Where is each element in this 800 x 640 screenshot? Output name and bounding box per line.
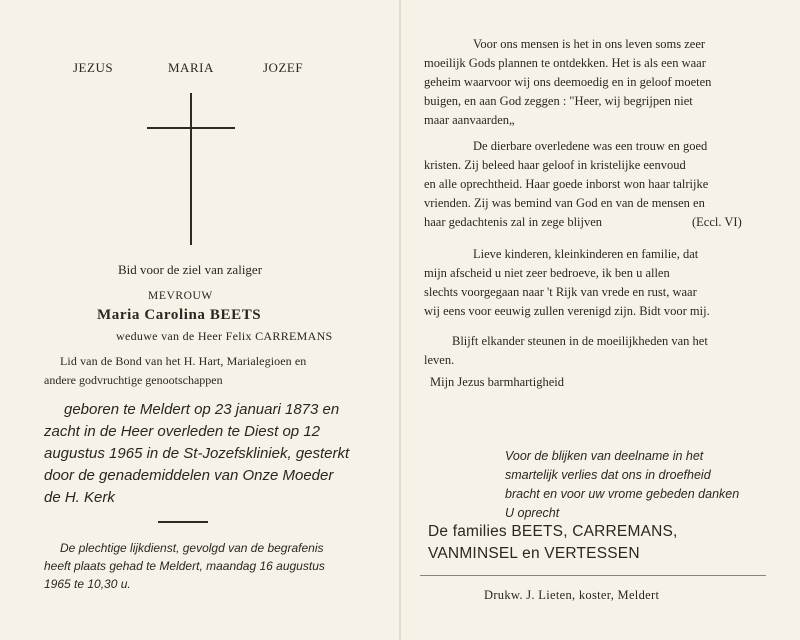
funeral-line-1: De plechtige lijkdienst, gevolgd van de begrafenis	[60, 541, 324, 555]
para3-line-4: wij eens voor eeuwig zullen verenigd zijn. Bidt voor mij.	[424, 304, 710, 318]
birth-line-4: door de genademiddelen van Onze Moeder	[44, 467, 334, 484]
header-jozef: JOZEF	[263, 60, 304, 75]
membership-line-1: Lid van de Bond van het H. Hart, Marialegioen en	[60, 354, 307, 368]
deceased-name: Maria Carolina BEETS	[97, 307, 262, 323]
printer-credit: Drukw. J. Lieten, koster, Meldert	[484, 588, 660, 602]
para3-line-3: slechts voorgegaan naar 't Rijk van vrede en rust, waar	[424, 285, 697, 299]
para1-line-2: moeilijk Gods plannen te ontdekken. Het is als een waar	[424, 56, 706, 70]
title-prefix: MEVROUW	[148, 290, 213, 302]
birth-line-1: geboren te Meldert op 23 januari 1873 en	[64, 401, 340, 418]
prayer-line: Mijn Jezus barmhartigheid	[430, 375, 564, 389]
families-line-1: De families BEETS, CARREMANS,	[428, 523, 678, 540]
membership-line-2: andere godvruchtige genootschappen	[44, 373, 223, 387]
thanks-line-3: bracht en voor uw vrome gebeden danken	[505, 487, 740, 501]
divider	[158, 521, 208, 523]
para3-line-2: mijn afscheid u niet zeer bedroeve, ik ben u allen	[424, 266, 670, 280]
para2-line-1: De dierbare overledene was een trouw en goed	[473, 139, 708, 153]
para4-line-1: Blijft elkander steunen in de moeilijkheden van het	[452, 334, 708, 348]
para1-line-3: geheim waarvoor wij ons deemoedig en in geloof moeten	[424, 75, 712, 89]
cross-icon-horizontal	[147, 127, 235, 129]
bottom-divider	[420, 575, 766, 576]
para1-line-4: buigen, en aan God zeggen : "Heer, wij begrijpen niet	[424, 94, 693, 108]
thanks-line-2: smartelijk verlies dat ons in droefheid	[505, 468, 711, 482]
para2-line-2: kristen. Zij beleed haar geloof in kristelijke eenvoud	[424, 158, 686, 172]
para2-line-3: en alle oprechtheid. Haar goede inborst won haar talrijke	[424, 177, 709, 191]
birth-line-2: zacht in de Heer overleden te Diest op 12	[44, 423, 320, 440]
birth-line-5: de H. Kerk	[44, 489, 115, 506]
intro-text: Bid voor de ziel van zaliger	[118, 262, 263, 277]
funeral-line-3: 1965 te 10,30 u.	[44, 577, 131, 591]
thanks-line-4: U oprecht	[505, 506, 560, 520]
para4-line-2: leven.	[424, 353, 455, 367]
para2-reference: (Eccl. VI)	[692, 215, 742, 229]
para2-line-4: vrienden. Zij was bemind van God en van de mensen en	[424, 196, 705, 210]
thanks-line-1: Voor de blijken van deelname in het	[505, 449, 704, 463]
para3-line-1: Lieve kinderen, kleinkinderen en familie, dat	[473, 247, 699, 261]
para1-line-5: maar aanvaarden„	[424, 113, 515, 127]
header-jezus: JEZUS	[73, 60, 114, 75]
para2-line-5: haar gedachtenis zal in zege blijven	[424, 215, 603, 229]
funeral-line-2: heeft plaats gehad te Meldert, maandag 16 augustus	[44, 559, 325, 573]
para1-line-1: Voor ons mensen is het in ons leven soms zeer	[473, 37, 706, 51]
header-maria: MARIA	[168, 60, 214, 75]
widow-of: weduwe van de Heer Felix CARREMANS	[116, 329, 333, 343]
cross-icon-vertical	[190, 93, 192, 245]
card-fold	[399, 0, 401, 640]
families-line-2: VANMINSEL en VERTESSEN	[428, 545, 640, 562]
birth-line-3: augustus 1965 in de St-Jozefskliniek, gesterkt	[44, 445, 350, 462]
